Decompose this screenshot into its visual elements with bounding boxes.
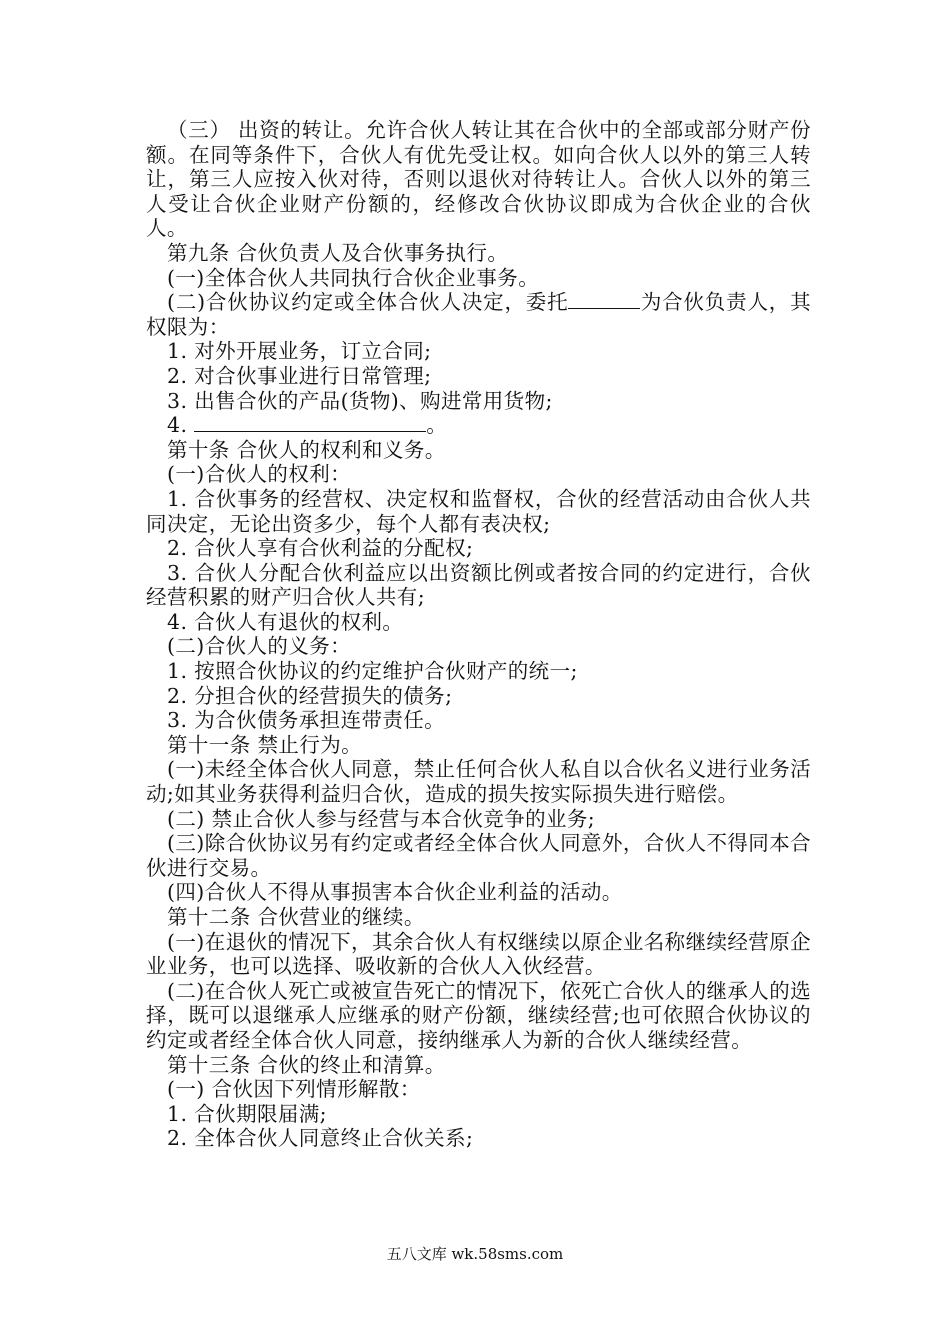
list-item-number: 4.: [167, 413, 195, 438]
list-item: 3. 合伙人分配合伙利益应以出资额比例或者按合同的约定进行，合伙经营积累的财产归合伙人共有;: [146, 560, 811, 610]
paragraph: (三)除合伙协议另有约定或者经全体合伙人同意外，合伙人不得同本合伙进行交易。: [146, 831, 811, 880]
list-item: 3. 出售合伙的产品(货物)、购进常用货物;: [167, 388, 553, 413]
paragraph: (一)在退伙的情况下，其余合伙人有权继续以原企业名称继续经营原企业业务，也可以选择、吸收新的合伙人入伙经营。: [146, 929, 811, 979]
list-item: 2. 全体合伙人同意终止合伙关系;: [167, 1126, 474, 1151]
list-item: 2. 分担合伙的经营损失的债务;: [167, 683, 453, 708]
fill-in-blank[interactable]: [568, 290, 640, 309]
fill-in-blank[interactable]: [194, 413, 426, 432]
paragraph: (四)合伙人不得从事损害本合伙企业利益的活动。: [167, 880, 623, 905]
paragraph: (一)全体合伙人共同执行合伙企业事务。: [167, 265, 540, 290]
paragraph: (一) 合伙因下列情形解散：: [167, 1077, 421, 1102]
section-heading: 第十一条 禁止行为。: [167, 732, 363, 757]
paragraph-text-after: 为合伙负责人，其权限为：: [146, 290, 811, 339]
list-item: 2. 合伙人享有合伙利益的分配权;: [167, 536, 474, 561]
list-item: 1. 按照合伙协议的约定维护合伙财产的统一;: [167, 659, 578, 684]
list-item: 1. 合伙事务的经营权、决定权和监督权，合伙的经营活动由合伙人共同决定，无论出资多少，每个人都有表决权;: [146, 486, 811, 536]
section-heading: 第十条 合伙人的权利和义务。: [167, 437, 446, 462]
section-heading: 第九条 合伙负责人及合伙事务执行。: [167, 240, 509, 265]
page-footer: 五八文库 wk.58sms.com: [386, 1245, 564, 1263]
paragraph: (一)合伙人的权利：: [167, 462, 351, 487]
list-item-with-blank: [146, 413, 811, 438]
paragraph-text-before: (二)合伙协议约定或全体合伙人决定，委托: [167, 290, 569, 315]
paragraph: （三） 出资的转让。允许合伙人转让其在合伙中的全部或部分财产份额。在同等条件下，合伙人有优先受让权。如向合伙人以外的第三人转让，第三人应按入伙对待，否则以退伙对待转让人。合伙人以外的第三人受让合伙企业财产份额的，经修改合伙协议即成为合伙企业的合伙人。: [146, 118, 811, 241]
paragraph: (二) 禁止合伙人参与经营与本合伙竞争的业务;: [167, 806, 596, 831]
paragraph: (二)合伙人的义务：: [167, 634, 351, 659]
list-item: 2. 对合伙事业进行日常管理;: [167, 363, 432, 388]
list-item: 1. 合伙期限届满;: [167, 1101, 327, 1126]
list-item: 3. 为合伙债务承担连带责任。: [167, 708, 446, 733]
paragraph: (二)在合伙人死亡或被宣告死亡的情况下，依死亡合伙人的继承人的选择，既可以退继承人应继承的财产份额，继续经营;也可依照合伙协议的约定或者经全体合伙人同意，接纳继承人为新的合伙人继续经营。: [146, 978, 811, 1052]
list-item-end: 。: [426, 413, 448, 438]
paragraph: (一)未经全体合伙人同意，禁止任何合伙人私自以合伙名义进行业务活动;如其业务获得利益归合伙，造成的损失按实际损失进行赔偿。: [146, 757, 811, 807]
section-heading: 第十二条 合伙营业的继续。: [167, 905, 425, 929]
section-heading: 第十三条 合伙的终止和清算。: [167, 1052, 446, 1077]
document-body: [146, 118, 811, 1151]
list-item: 4. 合伙人有退伙的权利。: [167, 609, 404, 634]
paragraph-with-blank: [146, 290, 811, 339]
list-item: 1. 对外开展业务，订立合同;: [167, 339, 432, 364]
